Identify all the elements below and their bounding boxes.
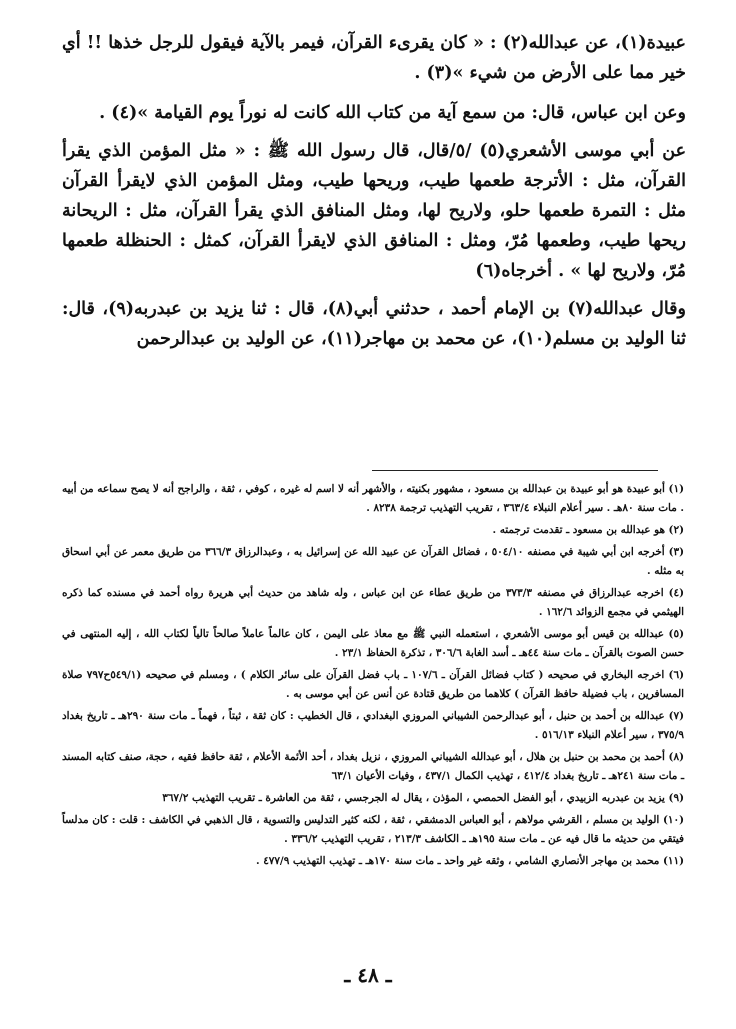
footnote: (٤) اخرجه عبدالرزاق في مصنفه ٣٧٣/٣ من طريق عطاء عن ابن عباس ، وله شاهد من حديث أبي هريرة رواه أحمد في مسنده كما ذكره الهيثمي في مجمع الزوائد ١٦٢/٦ .	[62, 587, 685, 618]
footnote: (١٠) الوليد بن مسلم ، القرشي مولاهم ، أبو العباس الدمشقي ، ثقة ، لكنه كثير التدليس والتسوية ، قال الذهبي في الكاشف : قلت : كان مدلساً فيتقي من حديثه ما قال فيه عن ـ مات سنة ١٩٥هـ ـ الكاشف ٢١٣/٣ ، تقريب التهذيب ٣٣٦/٢ .	[62, 814, 684, 845]
footnote: (٩) يزيد بن عبدربه الزبيدي ، أبو الفضل الحمصي ، المؤذن ، يقال له الجرجسي ، ثقة من العاشرة ـ تقريب التهذيب ٣٦٧/٢	[162, 792, 684, 804]
body-paragraph: عبيدة(١)، عن عبدالله(٢) : « كان يقرىء القرآن، فيمر بالآية فيقول للرجل خذها !! أي خير مما على الأرض من شيء »(٣) .	[62, 33, 686, 83]
footnote: (٦) اخرجه البخاري في صحيحه ( كتاب فضائل القرآن ـ ١٠٧/٦ ـ باب فضل القرآن على سائر الكلام ) ، ومسلم في صحيحه (٥٤٩/١ح٧٩٧ صلاة المسافرين ، باب فضيلة حافظ القرآن ) كلاهما من طريق قتادة عن أنس عن أبي موسى به .	[62, 669, 684, 700]
footnote: (٨) أحمد بن محمد بن حنبل بن هلال ، أبو عبدالله الشيباني المروزي ، نزيل بغداد ، أحد الأئمة الأعلام ، ثقة حافظ فقيه ، حجة، صنف كتابه المسند ـ مات سنة ٢٤١هـ ـ تاريخ بغداد ٤١٢/٤ ، تهذيب الكمال ٤٣٧/١ ، وفيات الأعيان ٦٣/١	[62, 751, 684, 782]
body-paragraph: وعن ابن عباس، قال: من سمع آية من كتاب الله كانت له نوراً يوم القيامة »(٤) .	[99, 103, 686, 123]
body-paragraph: وقال عبدالله(٧) بن الإمام أحمد ، حدثني أبي(٨)، قال : ثنا يزيد بن عبدربه(٩)، قال: ثنا الوليد بن مسلم(١٠)، عن محمد بن مهاجر(١١)، عن الوليد بن عبدالرحمن	[62, 299, 686, 349]
footnotes	[62, 480, 684, 874]
footnote: (٥) عبدالله بن قيس أبو موسى الأشعري ، استعمله النبي ﷺ مع معاذ على اليمن ، كان عالماً عاملاً صالحاً تالياً لكتاب الله ، إليه المنتهى في حسن الصوت بالقرآن ـ مات سنة ٤٤هـ ـ أسد الغابة ٣٠٦/٦ ، تذكرة الحفاظ ٢٣/١ .	[62, 628, 684, 659]
footnote: (١١) محمد بن مهاجر الأنصاري الشامي ، وثقه غير واحد ـ مات سنة ١٧٠هـ ـ تهذيب التهذيب ٤٧٧/٩ .	[255, 855, 684, 867]
footnote: (١) أبو عبيدة هو أبو عبيدة بن عبدالله بن مسعود ، مشهور بكنيته ، والأشهر أنه لا اسم له غيره ، كوفي ، ثقة ، والراجح أنه لا يصح سماعه من أبيه . مات سنة ٨٠هـ . سير أعلام النبلاء ٣٦٣/٤ ، تقريب التهذيب ترجمة ٨٢٣٨ .	[62, 483, 684, 514]
footnote: (٣) أخرجه ابن أبي شيبة في مصنفه ٥٠٤/١٠ ، فضائل القرآن عن عبيد الله عن إسرائيل به ، وعبدالرزاق ٣٦٦/٣ من طريق معمر عن أبي اسحاق به مثله .	[62, 546, 685, 577]
footnote-divider	[372, 470, 658, 471]
footnote: (٢) هو عبدالله بن مسعود ـ تقدمت ترجمته .	[492, 524, 684, 536]
main-text	[62, 28, 686, 362]
footnote: (٧) عبدالله بن أحمد بن حنبل ، أبو عبدالرحمن الشيباني المروزي البغدادي ، قال الخطيب : كان ثقة ، ثبتاً ، فهماً ـ مات سنة ٢٩٠هـ ـ تاريخ بغداد ٣٧٥/٩ ، سير أعلام النبلاء ٥١٦/١٣ .	[62, 710, 684, 741]
page-number: ـ ٤٨ ـ	[344, 963, 392, 987]
body-paragraph: عن أبي موسى الأشعري(٥) /٥/قال، قال رسول الله ﷺ : « مثل المؤمن الذي يقرأ القرآن، مثل : الأترجة طعمها طيب، وريحها طيب، ومثل المؤمن الذي لايقرأ القرآن مثل : التمرة طعمها حلو، ولاريح لها، ومثل المنافق الذي يقرأ القرآن، مثل : الريحانة ريحها طيب، وطعمها مُرّ، ومثل : المنافق الذي لايقرأ القرآن، كمثل : الحنظلة طعمها مُرّ، ولاريح لها » . أخرجاه(٦)	[62, 141, 687, 281]
